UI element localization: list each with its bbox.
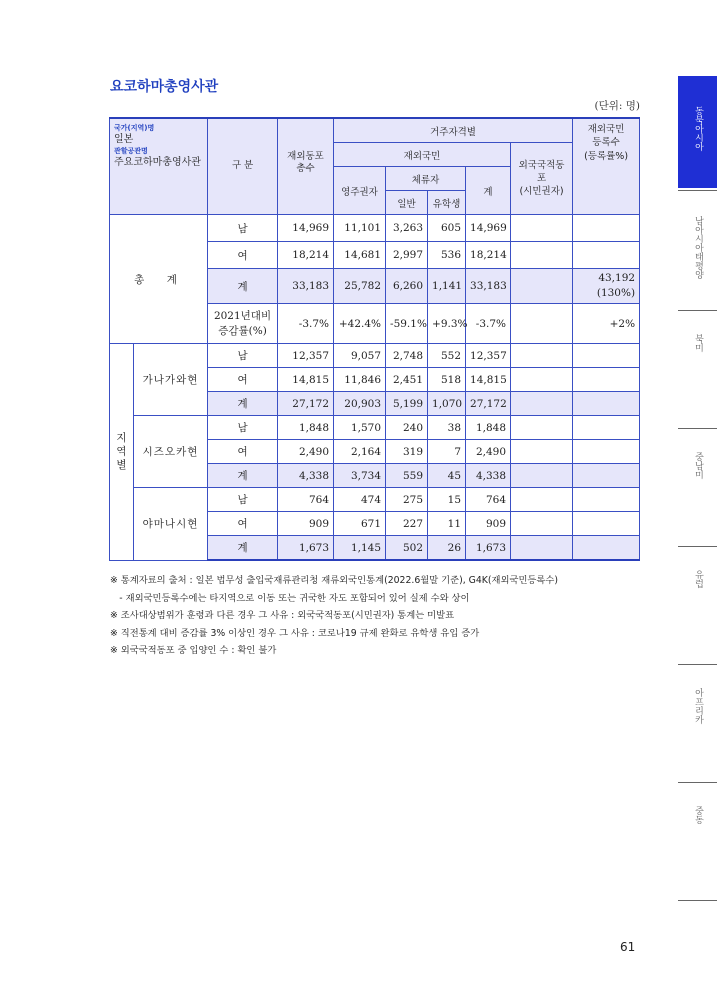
subtotal-header: 계: [466, 167, 511, 215]
cell-subtotal: 764: [466, 488, 511, 512]
cell-total: 14,815: [278, 368, 334, 392]
cell-general: 5,199: [386, 392, 428, 416]
row-label: 여: [208, 440, 278, 464]
cell-foreign: [511, 488, 573, 512]
footnote-line: ※ 직전통계 대비 증감률 3% 이상인 경우 그 사유 : 코로나19 규제 완화로 유학생 유입 증가: [110, 627, 480, 639]
regional-label: 지역별: [110, 344, 134, 561]
side-nav-item[interactable]: [678, 318, 717, 422]
row-label: 남: [208, 488, 278, 512]
footnote-line: ※ 조사대상범위가 훈령과 다른 경우 그 사유 : 외국국적동포(시민권자) 통계는 미발표: [110, 610, 455, 621]
side-nav-item[interactable]: [678, 790, 717, 894]
cell-registered: [573, 536, 640, 561]
cell-foreign: [511, 269, 573, 304]
cell-total: 909: [278, 512, 334, 536]
side-nav-item[interactable]: [678, 200, 717, 304]
cell-registered: [573, 344, 640, 368]
cell-student: 11: [428, 512, 466, 536]
side-nav-label: 아프리카: [693, 688, 703, 724]
cell-foreign: [511, 392, 573, 416]
cell-total: 18,214: [278, 242, 334, 269]
side-nav-label: 유럽: [693, 570, 703, 588]
side-nav-label: 북미: [693, 334, 703, 352]
footnote-line: ※ 외국국적동포 중 입양인 수 : 확인 불가: [110, 645, 277, 656]
cell-subtotal: 2,490: [466, 440, 511, 464]
cell-general: 275: [386, 488, 428, 512]
side-nav-item[interactable]: [678, 672, 717, 776]
footnotes: [110, 572, 558, 660]
cell-general: 3,263: [386, 215, 428, 242]
cell-subtotal: 14,969: [466, 215, 511, 242]
general-header: 일반: [386, 191, 428, 215]
cell-permanent: 20,903: [334, 392, 386, 416]
cell-permanent: 671: [334, 512, 386, 536]
cell-general: 2,997: [386, 242, 428, 269]
cell-total: 1,848: [278, 416, 334, 440]
student-header: 유학생: [428, 191, 466, 215]
country-value: 일본: [114, 134, 134, 146]
region-name: 야마나시현: [134, 488, 208, 561]
change-student: +9.3%: [428, 304, 466, 344]
korean-nationals-header: 재외국민: [334, 143, 511, 167]
cell-student: 605: [428, 215, 466, 242]
cell-subtotal: 909: [466, 512, 511, 536]
change-total: -3.7%: [278, 304, 334, 344]
page-number: 61: [620, 940, 636, 954]
cell-subtotal: 14,815: [466, 368, 511, 392]
cell-permanent: 474: [334, 488, 386, 512]
cell-general: 559: [386, 464, 428, 488]
cell-registered: [573, 416, 640, 440]
cell-student: 1,141: [428, 269, 466, 304]
row-label: 계: [208, 392, 278, 416]
foreign-nationals-header: 외국국적동포 (시민권자): [511, 143, 573, 215]
side-nav-label: 중남미: [693, 452, 703, 479]
cell-registered: [573, 392, 640, 416]
cell-general: 502: [386, 536, 428, 561]
unit-label: (단위: 명): [594, 100, 640, 112]
row-label: 여: [208, 512, 278, 536]
cell-subtotal: 1,673: [466, 536, 511, 561]
row-label: 계: [208, 536, 278, 561]
cell-permanent: 1,570: [334, 416, 386, 440]
cell-permanent: 9,057: [334, 344, 386, 368]
cell-registered: [573, 488, 640, 512]
change-label: 2021년대비 증감률(%): [208, 304, 278, 344]
change-foreign: [511, 304, 573, 344]
cell-foreign: [511, 464, 573, 488]
cell-general: 227: [386, 512, 428, 536]
cell-subtotal: 12,357: [466, 344, 511, 368]
row-label: 계: [208, 464, 278, 488]
row-label: 남: [208, 344, 278, 368]
cell-registered: [573, 242, 640, 269]
cell-foreign: [511, 215, 573, 242]
region-side-nav: [678, 0, 717, 981]
total-header: 재외동포 총수: [278, 118, 334, 215]
country-label: 국가(지역)명: [114, 124, 155, 132]
footnote-line: - 재외국민등록수에는 타지역으로 이동 또는 귀국한 자도 포함되어 있어 실제 수와 상이: [110, 592, 470, 604]
cell-foreign: [511, 368, 573, 392]
cell-student: 38: [428, 416, 466, 440]
cell-subtotal: 33,183: [466, 269, 511, 304]
cell-permanent: 3,734: [334, 464, 386, 488]
header-corner: [110, 118, 208, 215]
change-subtotal: -3.7%: [466, 304, 511, 344]
change-permanent: +42.4%: [334, 304, 386, 344]
cell-permanent: 11,846: [334, 368, 386, 392]
sojourner-header: 체류자: [386, 167, 466, 191]
cell-registered: [573, 464, 640, 488]
side-nav-item[interactable]: [678, 76, 717, 188]
cell-student: 26: [428, 536, 466, 561]
footnote-line: ※ 통계자료의 출처 : 일본 법무성 출입국재류관리청 재류외국인통계(2022.6월말 기준), G4K(재외국민등록수): [110, 575, 558, 586]
cell-general: 2,451: [386, 368, 428, 392]
side-nav-label: 남아시아태평양: [693, 216, 703, 279]
cell-total: 764: [278, 488, 334, 512]
side-nav-item[interactable]: [678, 554, 717, 658]
cell-foreign: [511, 344, 573, 368]
cell-student: 552: [428, 344, 466, 368]
cell-student: 536: [428, 242, 466, 269]
cell-subtotal: 18,214: [466, 242, 511, 269]
by-status-header: 거주자격별: [334, 118, 573, 143]
region-name: 시즈오카현: [134, 416, 208, 488]
cell-total: 33,183: [278, 269, 334, 304]
row-label: 여: [208, 368, 278, 392]
cell-subtotal: 1,848: [466, 416, 511, 440]
side-nav-label: 동북아시아: [693, 106, 703, 151]
cell-total: 1,673: [278, 536, 334, 561]
cell-foreign: [511, 512, 573, 536]
cell-total: 2,490: [278, 440, 334, 464]
cell-total: 27,172: [278, 392, 334, 416]
cell-total: 12,357: [278, 344, 334, 368]
page-title: 요코하마총영사관: [110, 79, 219, 95]
cell-student: 45: [428, 464, 466, 488]
cell-permanent: 14,681: [334, 242, 386, 269]
cell-permanent: 2,164: [334, 440, 386, 464]
cell-permanent: 1,145: [334, 536, 386, 561]
side-nav-item[interactable]: [678, 436, 717, 540]
permanent-header: 영주권자: [334, 167, 386, 215]
cell-student: 15: [428, 488, 466, 512]
cell-foreign: [511, 536, 573, 561]
cell-subtotal: 4,338: [466, 464, 511, 488]
side-nav-label: 중동: [693, 806, 703, 824]
cell-general: 319: [386, 440, 428, 464]
registered-header: 재외국민 등록수 (등록률%): [573, 118, 640, 215]
cell-total: 4,338: [278, 464, 334, 488]
change-registered: +2%: [573, 304, 640, 344]
cell-general: 2,748: [386, 344, 428, 368]
cell-subtotal: 27,172: [466, 392, 511, 416]
cell-student: 1,070: [428, 392, 466, 416]
population-table: [109, 117, 640, 561]
row-label: 남: [208, 416, 278, 440]
cell-foreign: [511, 440, 573, 464]
cell-general: 6,260: [386, 269, 428, 304]
office-value: 주요코하마총영사관: [114, 157, 201, 169]
category-header: 구 분: [208, 118, 278, 215]
row-label: 여: [208, 242, 278, 269]
cell-registered: [573, 440, 640, 464]
row-label: 남: [208, 215, 278, 242]
cell-student: 518: [428, 368, 466, 392]
cell-foreign: [511, 242, 573, 269]
cell-registered: 43,192 (130%): [573, 269, 640, 304]
cell-foreign: [511, 416, 573, 440]
cell-permanent: 25,782: [334, 269, 386, 304]
cell-general: 240: [386, 416, 428, 440]
cell-registered: [573, 215, 640, 242]
cell-student: 7: [428, 440, 466, 464]
row-label: 계: [208, 269, 278, 304]
cell-registered: [573, 512, 640, 536]
office-label: 관할공관명: [114, 146, 148, 155]
cell-registered: [573, 368, 640, 392]
total-section-label: 총 계: [110, 215, 208, 344]
cell-permanent: 11,101: [334, 215, 386, 242]
cell-total: 14,969: [278, 215, 334, 242]
region-name: 가나가와현: [134, 344, 208, 416]
change-general: -59.1%: [386, 304, 428, 344]
